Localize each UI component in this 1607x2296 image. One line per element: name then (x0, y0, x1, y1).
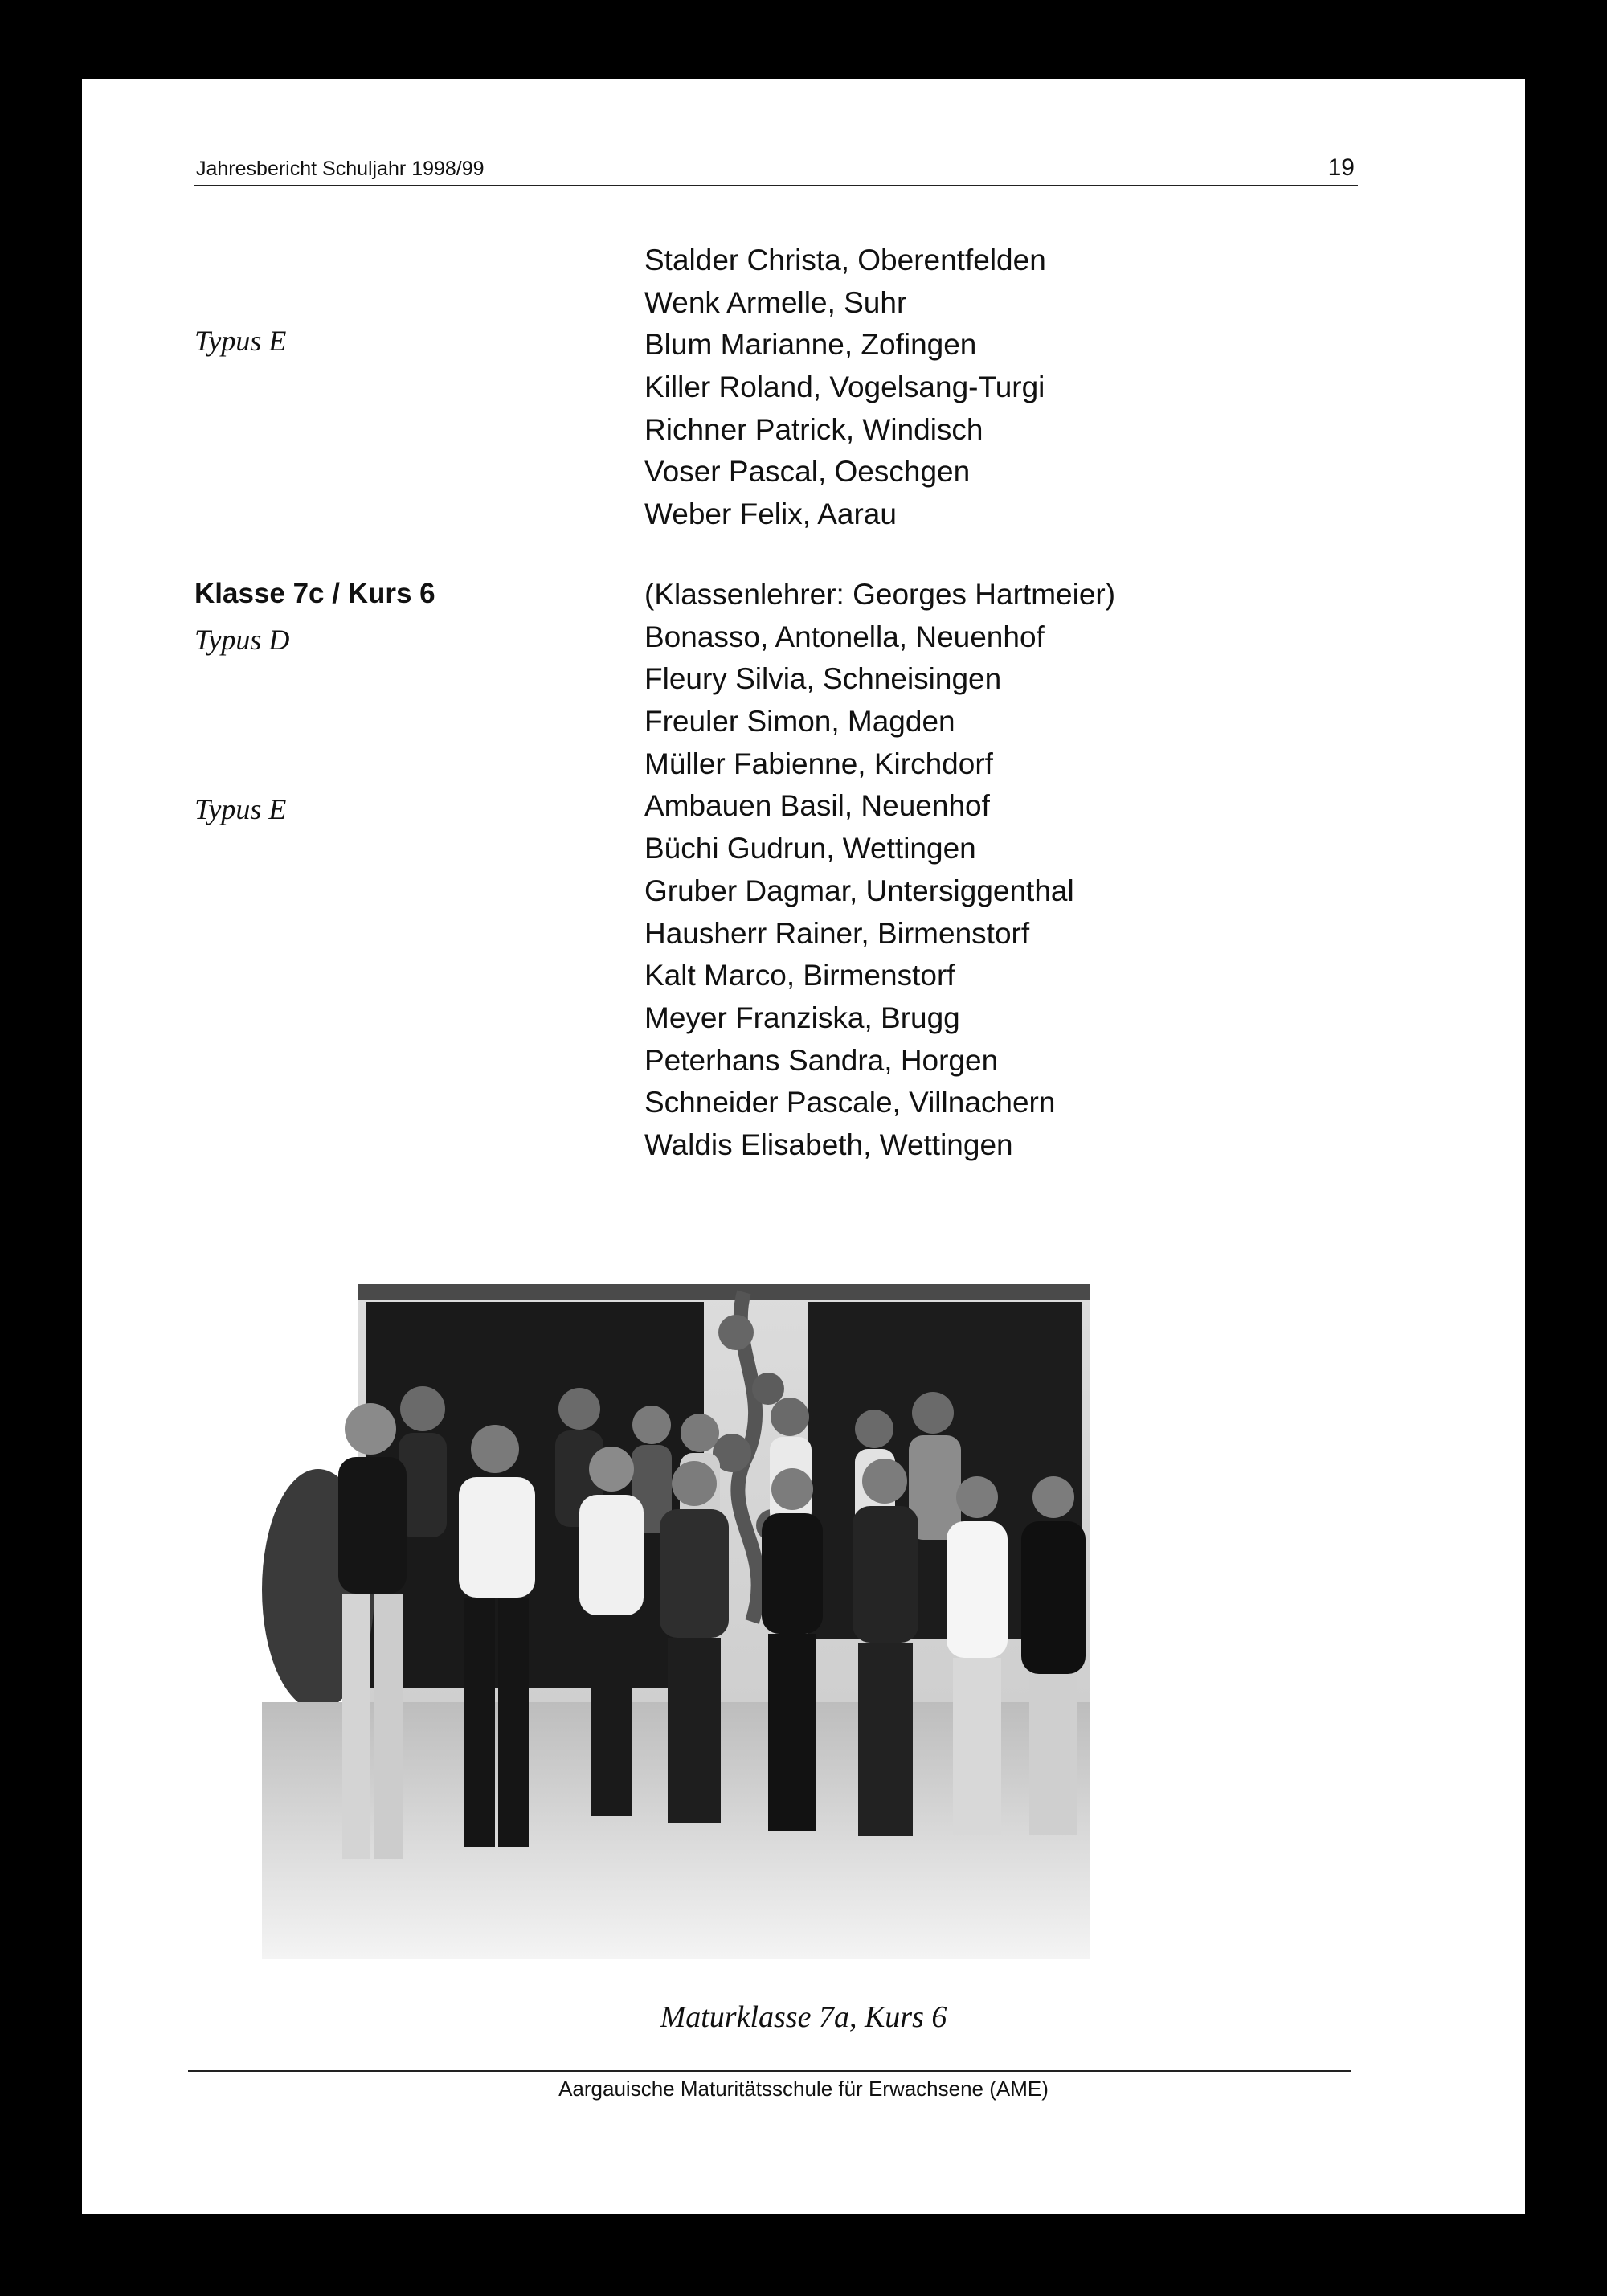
report-title: Jahresbericht Schuljahr 1998/99 (196, 158, 485, 180)
photo-caption: Maturklasse 7a, Kurs 6 (660, 2000, 947, 2034)
list-item: Müller Fabienne, Kirchdorf (644, 747, 993, 780)
list-item: Richner Patrick, Windisch (644, 412, 983, 446)
student-list-typus-e (644, 239, 1046, 536)
list-item: Killer Roland, Vogelsang-Turgi (644, 370, 1045, 404)
list-item: Stalder Christa, Oberentfelden (644, 244, 1046, 276)
list-item: Büchi Gudrun, Wettingen (644, 832, 976, 866)
list-item: Ambauen Basil, Neuenhof (644, 789, 990, 823)
list-item: Fleury Silvia, Schneisingen (644, 662, 1002, 696)
footer-divider (188, 2070, 1351, 2072)
document-page (82, 79, 1525, 2214)
class-group-photo (262, 1284, 1090, 1959)
list-item: Freuler Simon, Magden (644, 705, 955, 739)
list-item: Kalt Marco, Birmenstorf (644, 959, 955, 992)
list-item: Hausherr Rainer, Birmenstorf (644, 916, 1030, 950)
page-footer: Aargauische Maturitätsschule für Erwachsene (AME) (558, 2077, 1049, 2101)
page-header (194, 156, 1358, 186)
list-item: Voser Pascal, Oeschgen (644, 455, 971, 489)
list-item: Blum Marianne, Zofingen (644, 328, 977, 362)
list-item: Schneider Pascale, Villnachern (644, 1086, 1056, 1119)
list-item: Weber Felix, Aarau (644, 497, 897, 531)
list-item: Bonasso, Antonella, Neuenhof (644, 620, 1045, 653)
list-item: Wenk Armelle, Suhr (644, 285, 907, 319)
page-number: 19 (1327, 154, 1355, 181)
list-item: Gruber Dagmar, Untersiggenthal (644, 874, 1074, 907)
typus-e-label: Typus E (194, 793, 287, 825)
class-heading: Klasse 7c / Kurs 6 (194, 578, 435, 609)
list-item: Peterhans Sandra, Horgen (644, 1043, 999, 1077)
typus-e-label: Typus E (194, 325, 287, 357)
list-item: Waldis Elisabeth, Wettingen (644, 1128, 1013, 1161)
list-item: Meyer Franziska, Brugg (644, 1001, 960, 1034)
class-teacher: (Klassenlehrer: Georges Hartmeier) (644, 578, 1116, 611)
typus-d-label: Typus D (194, 624, 290, 656)
student-list-klasse-7c (644, 574, 1115, 1167)
